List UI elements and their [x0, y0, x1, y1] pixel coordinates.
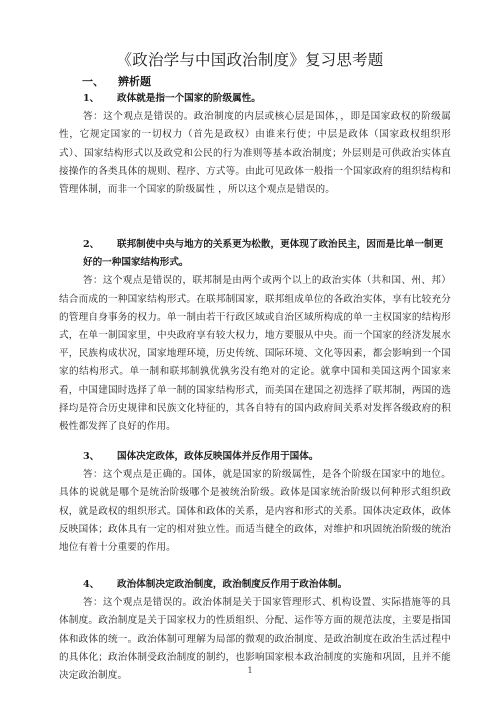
question-number: 3、	[83, 451, 100, 462]
section-number: 一、	[82, 75, 104, 88]
answer-4: 答：这个观点是错误的。政治体制是关于国家管理形式、机构设置、实际措施等的具体制度。政治制度是关于国家权力的性质组织、分配、运作等方面的规范法度，主要是指国体和政体的统一。政治体制可理解为局部的微观的政治制度、是政治制度在政治生活过程中的具体化；政治体制受政治制度的制约，也影响国家根本政治制度的实施和巩固，且并不能决定政治制度。	[59, 597, 451, 682]
question-text: 政治体制决定政治制度，政治制度反作用于政治体制。	[117, 579, 348, 590]
answer-2: 答：这个观点是错误的，联邦制是由两个或两个以上的政治实体（共和国、州、邦）结合而成的一种国家结构形式。在联邦制国家，联邦组成单位的各政治实体，享有比较充分的管理自身事务的权力。单一制由若干行政区域或自治区域所构成的单一主权国家的结构形式，在单一制国家里，中央政府享有较大权力，地方要服从中央。而一个国家的经济发展水平，民族构成状况，国家地理环境，历史传统、国际环境、文化等因素，都会影响到一个国家的结构形式。单一制和联邦制孰优孰劣没有绝对的定论。就拿中国和美国这两个国家来看，中国建国时选择了单一制的国家结构形式，而美国在建国之初选择了联邦制，两国的选择均是符合历史规律和民族文化特征的，其各自特有的国内政府间关系对发挥各级政府的积极性都发挥了良好的作用。	[59, 275, 451, 433]
question-text: 联邦制使中央与地方的关系更为松散，更体现了政治民主，因而是比单一制更好的一种国家结构形式。	[83, 239, 444, 269]
question-4	[59, 576, 451, 594]
question-number: 1、	[83, 93, 100, 104]
question-number: 2、	[83, 239, 100, 250]
question-number: 4、	[83, 579, 100, 590]
answer-1: 答：这个观点是错误的。政治制度的内层或核心层是国体，，即是国家政权的阶级属性，它规定国家的一切权力（首先是政权）由谁来行使；中层是政体（国家政权组织形式）、国家结构形式以及政党和公民的行为准则等基本政治制度；外层则是可供政治实体直接操作的各类具体的规则、程序、方式等。由此可见政体一般指一个国家政府的组织结构和管理体制，而非一个国家的阶级属性 ，所以这个观点是错误的。	[59, 111, 451, 196]
item-2	[59, 236, 451, 436]
question-1	[59, 90, 451, 108]
item-3	[59, 448, 451, 557]
document-title: 《政治学与中国政治制度》复习思考题	[116, 51, 384, 69]
question-text: 国体决定政体，政体反映国体并反作用于国体。	[117, 451, 319, 462]
question-text: 政体就是指一个国家的阶级属性。	[117, 93, 261, 104]
question-3	[59, 448, 451, 466]
question-2	[59, 236, 451, 272]
section-heading	[82, 73, 151, 89]
item-1	[59, 90, 451, 199]
section-label: 辨析题	[118, 75, 151, 88]
answer-3: 答：这个观点是正确的。国体，就是国家的阶级属性，是各个阶级在国家中的地位。具体的说就是哪个是统治阶级哪个是被统治阶级。政体是国家统治阶级以何种形式组织政权，就是政权的组织形式。国体和政体的关系，是内容和形式的关系。国体决定政体，政体反映国体；政体具有一定的相对独立性。而适当健全的政体，对维护和巩固统治阶级的统治地位有着十分重要的作用。	[59, 469, 451, 554]
page-number: 1	[247, 666, 253, 675]
